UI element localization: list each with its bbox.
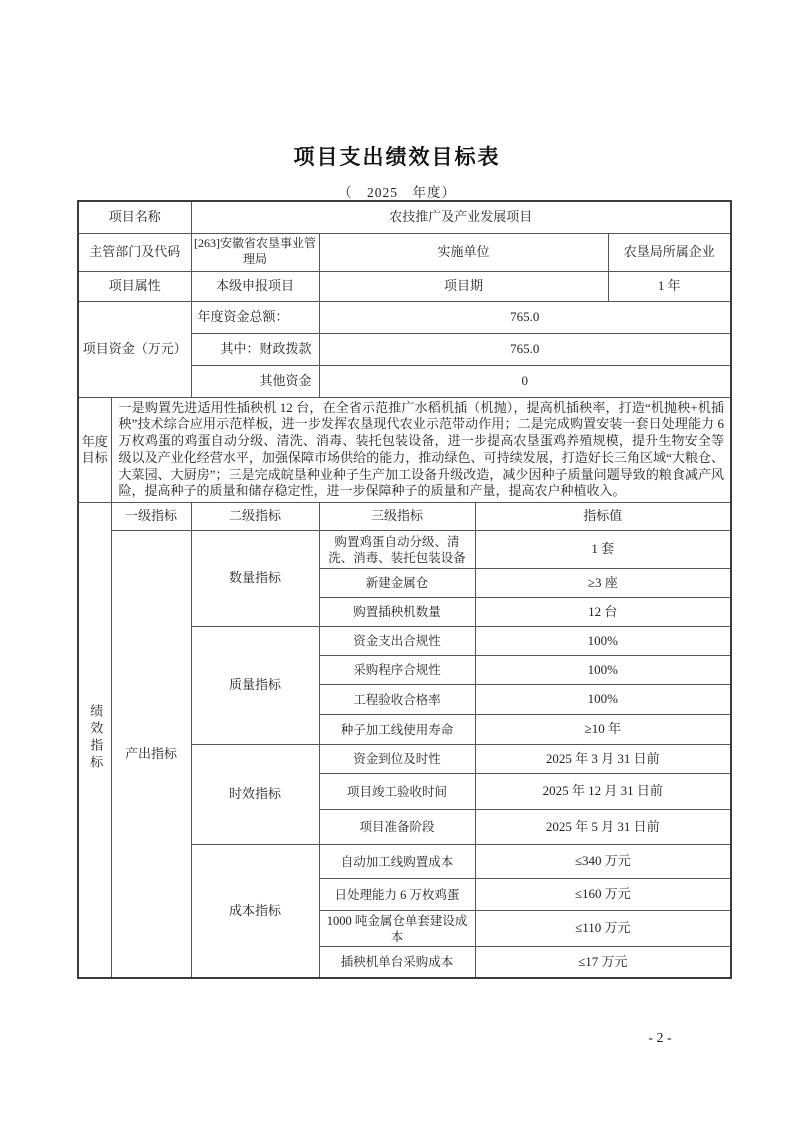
group-quantity-label: 数量指标	[191, 531, 319, 627]
indicator-name: 采购程序合规性	[319, 656, 475, 685]
fund-other-value: 0	[319, 365, 731, 397]
table-row	[78, 301, 731, 333]
indicator-value: 100%	[475, 656, 731, 685]
indicator-name: 项目竣工验收时间	[319, 774, 475, 810]
indicator-value: 2025 年 3 月 31 日前	[475, 745, 731, 774]
indicator-value: ≥10 年	[475, 715, 731, 745]
project-period-label: 项目期	[319, 271, 608, 301]
header-level3: 三级指标	[319, 503, 475, 531]
group-cost-label: 成本指标	[191, 845, 319, 978]
performance-indicators-side-label	[78, 503, 111, 978]
performance-target-table	[77, 200, 732, 979]
group-timeliness-label: 时效指标	[191, 745, 319, 845]
fund-fiscal-value: 765.0	[319, 333, 731, 365]
indicator-name: 项目准备阶段	[319, 810, 475, 845]
indicator-value: ≤110 万元	[475, 911, 731, 947]
table-row	[78, 397, 731, 503]
group-quality-label: 质量指标	[191, 627, 319, 745]
page-subtitle-year: （ 2025 年度）	[338, 185, 456, 200]
indicator-value: ≤17 万元	[475, 947, 731, 978]
fund-other-label: 其他资金	[191, 365, 319, 397]
fund-total-value: 765.0	[319, 301, 731, 333]
indicator-name: 日处理能力 6 万枚鸡蛋	[319, 879, 475, 911]
indicator-name: 工程验收合格率	[319, 685, 475, 715]
indicator-name: 购置鸡蛋自动分级、清洗、消毒、装托包装设备	[319, 531, 475, 569]
indicator-value: 1 套	[475, 531, 731, 569]
indicator-value: 2025 年 12 月 31 日前	[475, 774, 731, 810]
fund-total-label: 年度资金总额：	[191, 301, 319, 333]
indicator-name: 新建金属仓	[319, 569, 475, 598]
project-name-value: 农技推广及产业发展项目	[191, 201, 731, 233]
project-name-label: 项目名称	[78, 201, 191, 233]
project-attribute-value: 本级申报项目	[191, 271, 319, 301]
indicator-value: ≥3 座	[475, 569, 731, 598]
header-level2: 二级指标	[191, 503, 319, 531]
level1-output-indicator: 产出指标	[111, 531, 191, 978]
indicator-name: 1000 吨金属仓单套建设成本	[319, 911, 475, 947]
header-value: 指标值	[475, 503, 731, 531]
indicator-value: 100%	[475, 685, 731, 715]
indicator-value: ≤160 万元	[475, 879, 731, 911]
table-row	[78, 201, 731, 233]
project-period-value: 1 年	[608, 271, 731, 301]
annual-goal-label: 年度目标	[78, 397, 111, 503]
table-row	[78, 531, 731, 569]
table-row	[78, 233, 731, 271]
indicator-value: 2025 年 5 月 31 日前	[475, 810, 731, 845]
table-row	[78, 503, 731, 531]
fund-fiscal-label: 其中：财政拨款	[191, 333, 319, 365]
header-level1: 一级指标	[111, 503, 191, 531]
indicator-value: 12 台	[475, 598, 731, 627]
annual-goal-text: 一是购置先进适用性插秧机 12 台，在全省示范推广水稻机插（机抛），提高机插秧率，打造“机抛秧+机插秧”技术综合应用示范样板，进一步发挥农垦现代农业示范带动作用；二是完成购置安装一套日处理能力 6 万枚鸡蛋的鸡蛋自动分级、清洗、消毒、装托包装设备，进一步提高农垦蛋鸡养殖规模，提升生物安全等级以及产业化经营水平，加强保障市场供给的能力，推动绿色、可持续发展，打造好长三角区域“大粮仓、大菜园、大厨房”；三是完成皖垦种业种子生产加工设备升级改造，减少因种子质量问题导致的粮食减产风险，提高种子的质量和储存稳定性，进一步保障种子的质量和产量，提高农户种植收入。	[111, 397, 731, 503]
indicator-name: 资金到位及时性	[319, 745, 475, 774]
indicator-name: 种子加工线使用寿命	[319, 715, 475, 745]
page-number: - 2 -	[648, 1031, 672, 1046]
dept-code-value: [263]安徽省农垦事业管理局	[191, 233, 319, 271]
project-attribute-label: 项目属性	[78, 271, 191, 301]
performance-indicators-side-label-text: 绩效指标	[88, 703, 104, 772]
dept-code-label: 主管部门及代码	[78, 233, 191, 271]
impl-unit-value: 农垦局所属企业	[608, 233, 731, 271]
page-title: 项目支出绩效目标表	[293, 145, 501, 169]
indicator-name: 资金支出合规性	[319, 627, 475, 656]
project-funds-label: 项目资金（万元）	[78, 301, 191, 397]
indicator-name: 自动加工线购置成本	[319, 845, 475, 879]
indicator-value: ≤340 万元	[475, 845, 731, 879]
table-row	[78, 271, 731, 301]
indicator-value: 100%	[475, 627, 731, 656]
indicator-name: 插秧机单台采购成本	[319, 947, 475, 978]
impl-unit-label: 实施单位	[319, 233, 608, 271]
indicator-name: 购置插秧机数量	[319, 598, 475, 627]
